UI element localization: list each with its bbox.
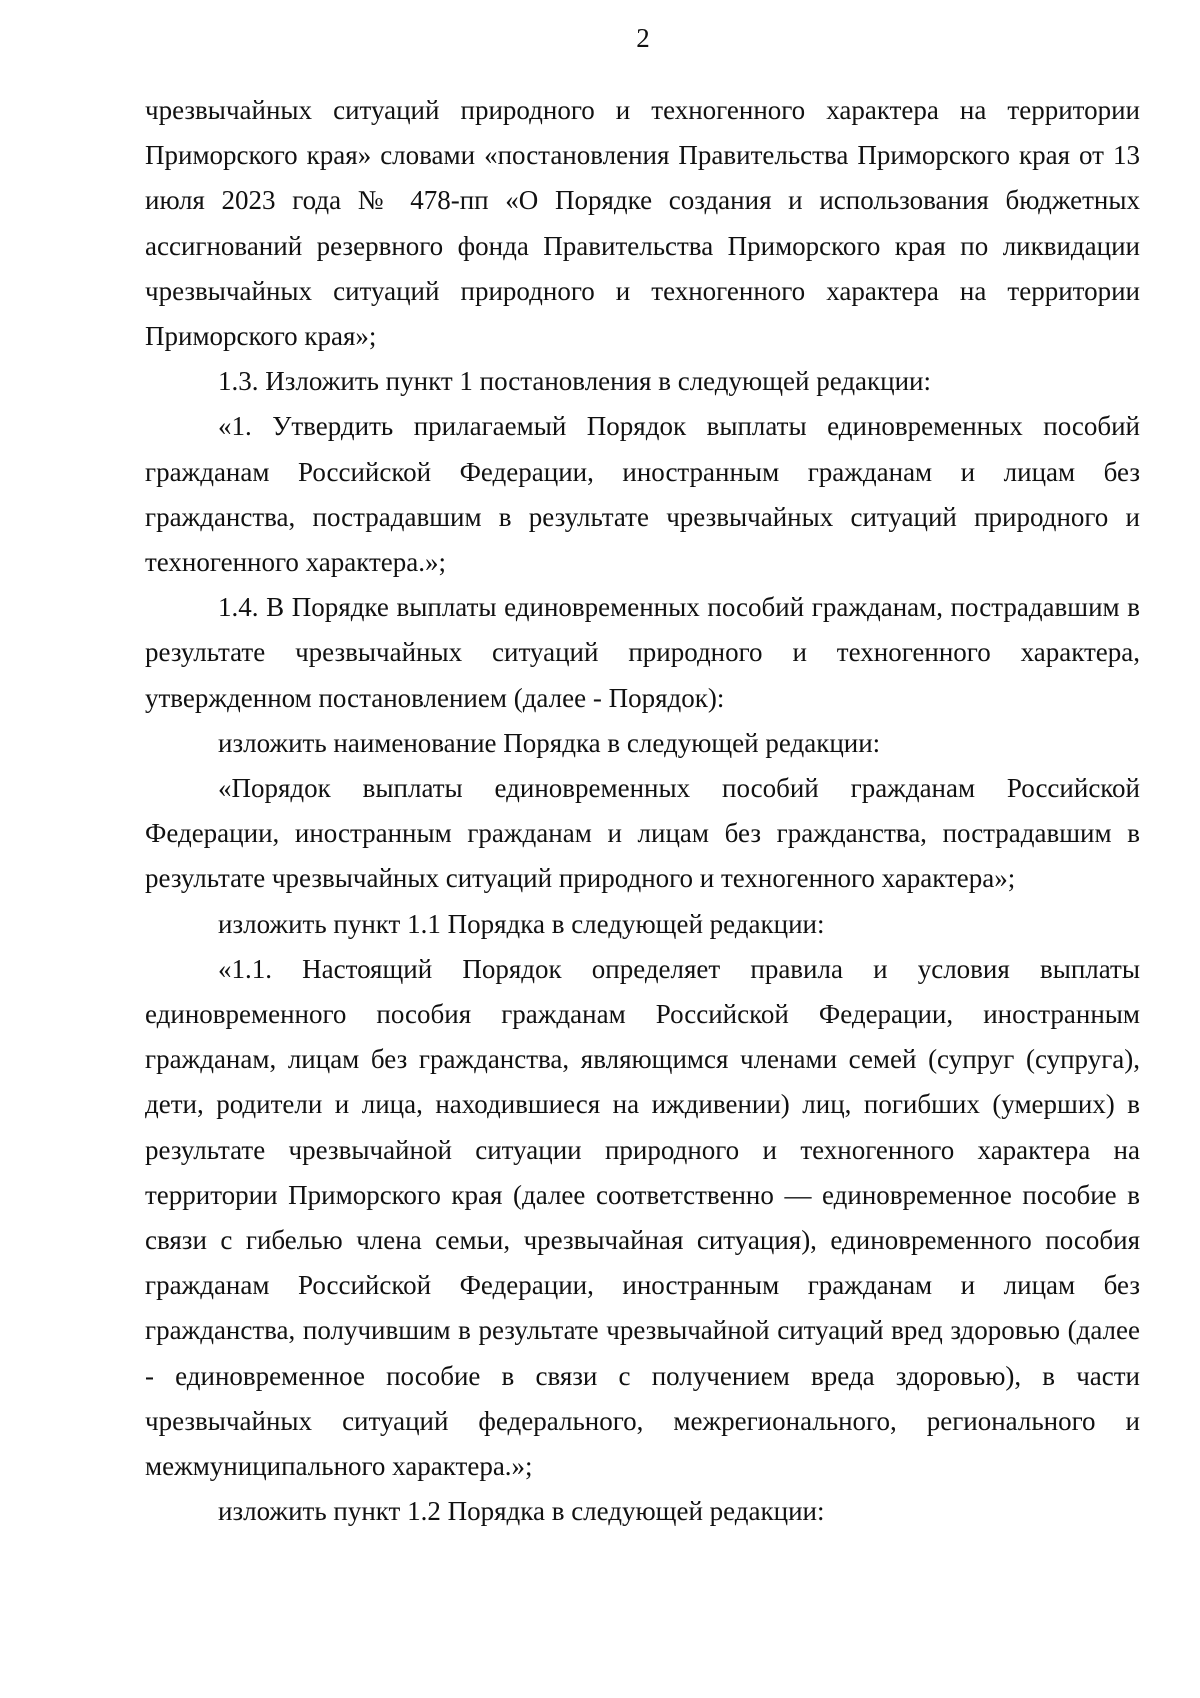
paragraph-1-3: 1.3. Изложить пункт 1 постановления в следующей редакции: — [218, 366, 932, 397]
paragraph-point-1-1: «1.1. Настоящий Порядок определяет правила и условия выплаты единовременного пособия гражданам Российской Федерации, иностранным гражданам, лицам без гражданства, являющимся членами семей (супруг (супруга), дети, родители и лица, находившиеся на иждивении) лиц, погибших (умерших) в результате чрезвычайной ситуации природного и техногенного характера на территории Приморского края (далее соответственно — единовременное пособие в связи с гибелью члена семьи, чрезвычайная ситуация), единовременного пособия гражданам Российской Федерации, иностранным гражданам и лицам без гражданства, получившим в результате чрезвычайной ситуаций вред здоровью (далее - единовременное пособие в связи с получением вреда здоровью), в части чрезвычайных ситуаций федерального, межрегионального, регионального и межмуниципального характера.»; — [145, 953, 1140, 1482]
paragraph-continuation: чрезвычайных ситуаций природного и техногенного характера на территории Приморского края» словами «постановления Правительства Приморского края от 13 июля 2023 года № 478-пп «О Порядке создания и использования бюджетных ассигнований резервного фонда Правительства Приморского края по ликвидации чрезвычайных ситуаций природного и техногенного характера на территории Приморского края»; — [145, 95, 1140, 352]
document-body — [145, 88, 1140, 1535]
page-number: 2 — [636, 23, 650, 53]
paragraph-name-change: изложить наименование Порядка в следующей редакции: — [218, 727, 881, 758]
paragraph-quote-1: «1. Утвердить прилагаемый Порядок выплаты единовременных пособий гражданам Российской Федерации, иностранным гражданам и лицам без гражданства, пострадавшим в результате чрезвычайных ситуаций природного и техногенного характера.»; — [145, 411, 1140, 578]
paragraph-new-name: «Порядок выплаты единовременных пособий гражданам Российской Федерации, иностранным гражданам и лицам без гражданства, пострадавшим в результате чрезвычайных ситуаций природного и техногенного характера»; — [145, 773, 1140, 894]
paragraph-1-4: 1.4. В Порядке выплаты единовременных пособий гражданам, пострадавшим в результате чрезвычайных ситуаций природного и техногенного характера, утвержденном постановлением (далее - Порядок): — [145, 592, 1140, 713]
paragraph-point-1-2-intro: изложить пункт 1.2 Порядка в следующей редакции: — [218, 1496, 825, 1527]
paragraph-point-1-1-intro: изложить пункт 1.1 Порядка в следующей редакции: — [218, 908, 825, 939]
